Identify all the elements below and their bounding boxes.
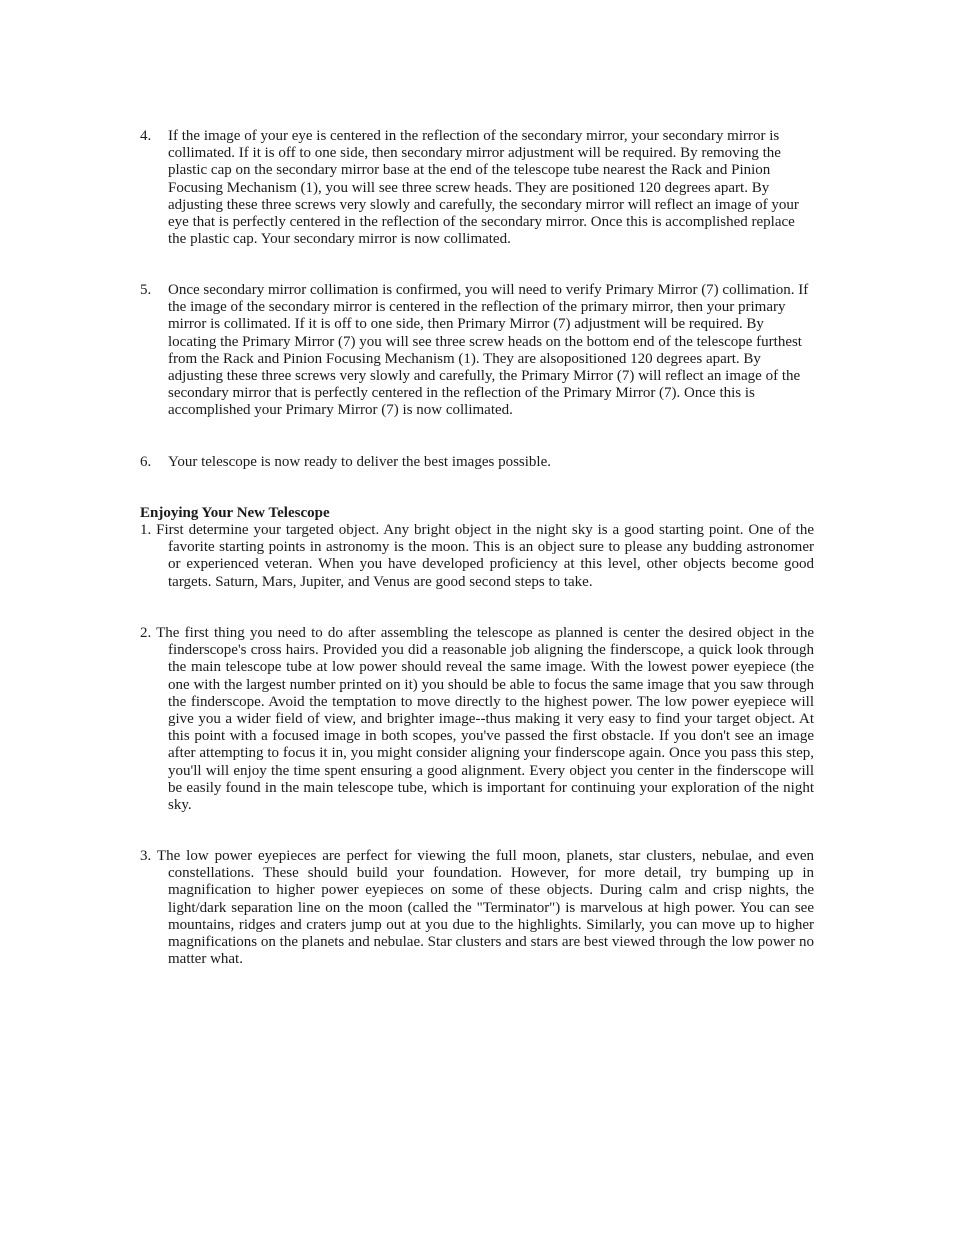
list-item-5 bbox=[140, 282, 814, 420]
list-item-number: 4. bbox=[140, 128, 152, 144]
list-item-text: Once secondary mirror collimation is confirmed, you will need to verify Primary Mirror (7) collimation. If the image of the secondary mirror is centered in the reflection of the primary mirror, then your primary mirror is collimated. If it is off to one side, then Primary Mirror (7) adjustment will be required. By locating the Primary Mirror (7) you will see three screw heads on the bottom end of the telescope furthest from the Rack and Pinion Focusing Mechanism (1). They are alsopositioned 120 degrees apart. By adjusting these three screws very slowly and carefully, the Primary Mirror (7) will reflect an image of the secondary mirror that is perfectly centered in the reflection of the Primary Mirror (7). Once this is accomplished your Primary Mirror (7) is now collimated. bbox=[168, 282, 809, 419]
list-item-text: 2. The first thing you need to do after assembling the telescope as planned is center the desired object in the finderscope's cross hairs. Provided you did a reasonable job aligning the finderscope, a quick look through the main telescope tube at low power should reveal the same image. With the lowest power eyepiece (the one with the largest number printed on it) you should be able to focus the same image that you saw through the finderscope. Avoid the temptation to move directly to the highest power. The low power eyepiece will give you a wider field of view, and brighter image--thus making it very easy to find your target object. At this point with a focused image in both scopes, you've passed the first obstacle. If you don't see an image after attempting to focus it in, you might consider aligning your finderscope again. Once you pass this step, you'll will enjoy the time spent ensuring a good alignment. Every object you center in the finderscope will be easily found in the main telescope tube, which is important for continuing your exploration of the night sky. bbox=[140, 625, 814, 814]
enjoy-item-2 bbox=[140, 625, 814, 814]
enjoy-item-3 bbox=[140, 848, 814, 968]
enjoy-item-1 bbox=[140, 522, 814, 591]
list-item-number: 5. bbox=[140, 282, 152, 298]
list-item-6 bbox=[140, 454, 814, 471]
list-item-number: 6. bbox=[140, 454, 152, 470]
list-item-text: Your telescope is now ready to deliver the best images possible. bbox=[168, 454, 551, 470]
list-item-text: If the image of your eye is centered in the reflection of the secondary mirror, your secondary mirror is collimated. If it is off to one side, then secondary mirror adjustment will be required. By removing the plastic cap on the secondary mirror base at the end of the telescope tube nearest the Rack and Pinion Focusing Mechanism (1), you will see three screw heads. They are positioned 120 degrees apart. By adjusting these three screws very slowly and carefully, the secondary mirror will reflect an image of your eye that is perfectly centered in the reflection of the secondary mirror. Once this is accomplished replace the plastic cap. Your secondary mirror is now collimated. bbox=[168, 128, 799, 248]
section-heading: Enjoying Your New Telescope bbox=[140, 505, 330, 521]
list-item-4 bbox=[140, 128, 814, 248]
list-item-text: 1. First determine your targeted object. Any bright object in the night sky is a good starting point. One of the favorite starting points in astronomy is the moon. This is an object sure to please any budding astronomer or experienced veteran. When you have developed proficiency at this level, other objects become good targets. Saturn, Mars, Jupiter, and Venus are good second steps to take. bbox=[140, 522, 814, 590]
list-item-text: 3. The low power eyepieces are perfect for viewing the full moon, planets, star clusters, nebulae, and even constellations. These should build your foundation. However, for more detail, try bumping up in magnification to higher power eyepieces on some of these objects. During calm and crisp nights, the light/dark separation line on the moon (called the "Terminator") is marvelous at high power. You can see mountains, ridges and craters jump out at you due to the highlights. Similarly, you can move up to higher magnifications on the planets and nebulae. Star clusters and stars are best viewed through the low power no matter what. bbox=[140, 848, 814, 968]
